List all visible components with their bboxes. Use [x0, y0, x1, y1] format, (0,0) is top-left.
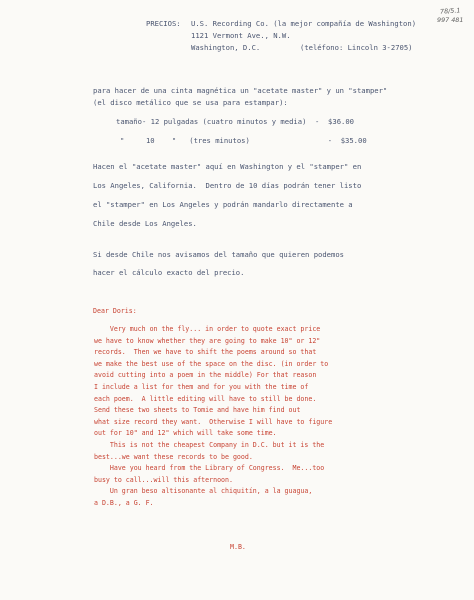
letter-line: I include a list for them and for you with the time of	[94, 383, 309, 391]
letter-line: Send these two sheets to Tomie and have him find out	[94, 406, 301, 415]
company-line: U.S. Recording Co. (la mejor compañía de Washington)	[191, 19, 417, 28]
letter-line: best...we want these records to be good.	[94, 452, 253, 461]
paragraph-line-5: Si desde Chile nos avisamos del tamaño que quieren podemos	[93, 250, 344, 259]
letter-line: we have to know whether they are going to make 10" or 12"	[94, 336, 321, 345]
letter-salutation: Dear Doris:	[93, 307, 137, 315]
archive-annotation-2: 997 481	[437, 16, 464, 24]
letter-line: we make the best use of the space on the disc. (in order to	[94, 359, 329, 368]
price-line-1: tamaño- 12 pulgadas (cuatro minutos y media) - $36.00	[116, 117, 354, 126]
letter-line: a D.B., a G. F.	[94, 499, 154, 507]
letter-line: busy to call...will this afternoon.	[94, 475, 233, 484]
phone-line: (teléfono: Lincoln 3-2705)	[300, 43, 413, 52]
letter-line: what size record they want. Otherwise I will have to figure	[94, 417, 333, 426]
letter-line: Un gran beso altisonante al chiquitín, a la guagua,	[94, 487, 313, 496]
letter-line: Have you heard from the Library of Congress. Me...too	[94, 464, 325, 473]
price-line-2: " 10 " (tres minutos) - $35.00	[120, 136, 367, 145]
letter-signature: M.B.	[230, 543, 246, 551]
letter-line: each poem. A little editing will have to still be done.	[94, 394, 317, 403]
intro-line-1: para hacer de una cinta magnética un "acetate master" y un "stamper"	[93, 86, 388, 95]
paragraph-line-3: el "stamper" en Los Angeles y podrán mandarlo directamente a	[93, 200, 353, 209]
paragraph-line-4: Chile desde Los Angeles.	[93, 219, 197, 228]
letter-line: This is not the cheapest Company in D.C. but it is the	[94, 441, 325, 449]
paragraph-line-2: Los Angeles, California. Dentro de 10 días podrán tener listo	[93, 181, 362, 190]
paragraph-line-1: Hacen el "acetate master" aquí en Washington y el "stamper" en	[93, 162, 362, 171]
city-line: Washington, D.C.	[191, 43, 261, 52]
letter-line: records. Then we have to shift the poems around so that	[94, 348, 317, 357]
archive-annotation-1: 78/5.1	[439, 6, 461, 16]
paragraph-line-6: hacer el cálculo exacto del precio.	[93, 268, 245, 277]
intro-line-2: (el disco metálico que se usa para estampar):	[93, 98, 288, 107]
address-line: 1121 Vermont Ave., N.W.	[191, 31, 291, 40]
letter-line: out for 10" and 12" which will take some time.	[94, 429, 277, 438]
letter-line: avoid cutting into a poem in the middle) For that reason	[94, 371, 317, 380]
letter-line: Very much on the fly... in order to quote exact price	[94, 325, 321, 333]
precios-label: PRECIOS:	[146, 19, 181, 28]
